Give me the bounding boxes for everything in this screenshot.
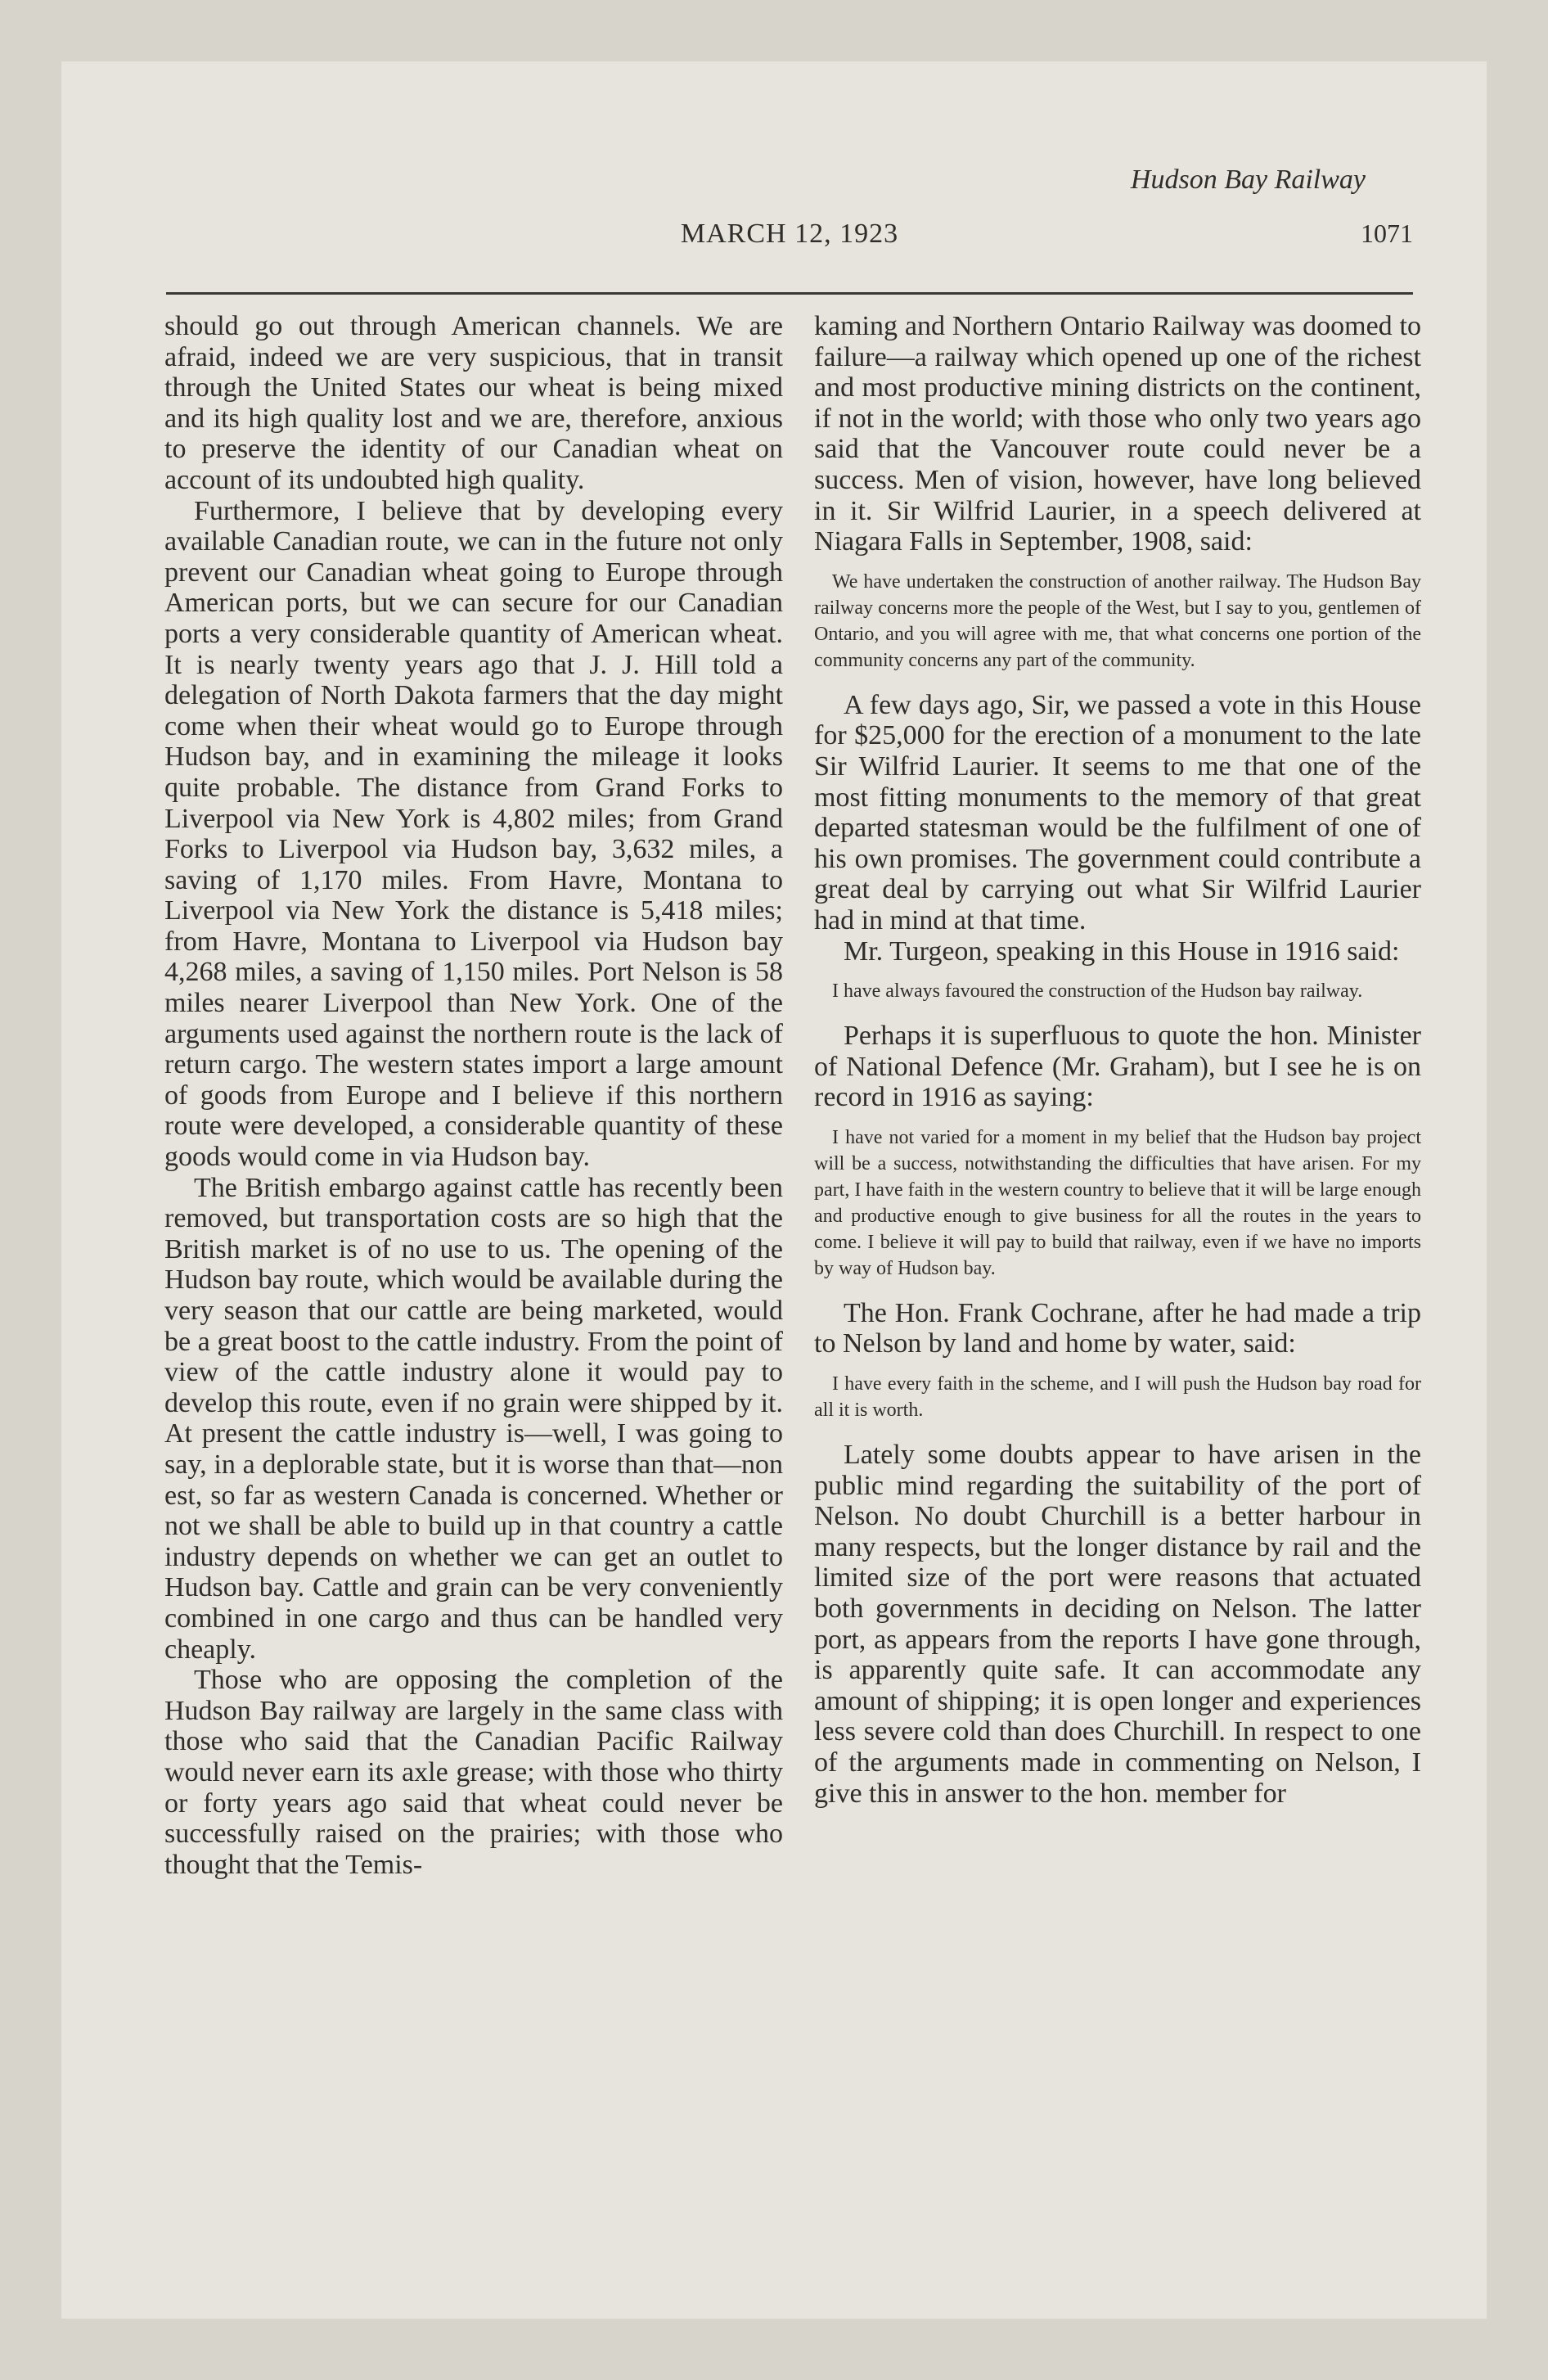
left-column	[164, 311, 783, 1880]
block-quote: We have undertaken the construction of another railway. The Hudson Bay railway concerns more the people of the West, but I say to you, gentlemen of Ontario, and you will agree with me, that what concerns one portion of the community concerns any part of the community.	[814, 570, 1421, 671]
block-quote: I have always favoured the construction of the Hudson bay railway.	[832, 980, 1363, 1003]
header-date: MARCH 12, 1923	[680, 219, 899, 249]
paragraph: Mr. Turgeon, speaking in this House in 1916 said:	[844, 935, 1400, 967]
right-column	[814, 311, 1421, 1809]
paragraph: Furthermore, I believe that by developing every available Canadian route, we can in the future not only prevent our Canadian wheat going to Europe through American ports, but we can secure for our Canadian ports a very considerable quantity of American wheat. It is nearly twenty years ago that J. J. Hill told a delegation of North Dakota farmers that the day might come when their wheat would go to Europe through Hudson bay, and in examining the mileage it looks quite probable. The distance from Grand Forks to Liverpool via New York is 4,802 miles; from Grand Forks to Liverpool via Hudson bay, 3,632 miles, a saving of 1,170 miles. From Havre, Montana to Liverpool via New York the distance is 5,418 miles; from Havre, Montana to Liverpool via Hudson bay 4,268 miles, a saving of 1,150 miles. Port Nelson is 58 miles nearer Liverpool than New York. One of the arguments used against the northern route is the lack of return cargo. The western states import a large amount of goods from Europe and I believe if this northern route were developed, a considerable quantity of these goods would come in via Hudson bay.	[164, 495, 783, 1173]
page-number: 1071	[1361, 219, 1413, 248]
paragraph: A few days ago, Sir, we passed a vote in this House for $25,000 for the erection of a monument to the late Sir Wilfrid Laurier. It seems to me that one of the most fitting monuments to the memory of that great departed statesman would be the fulfilment of one of his own promises. The government could contribute a great deal by carrying out what Sir Wilfrid Laurier had in mind at that time.	[814, 689, 1421, 935]
paragraph: kaming and Northern Ontario Railway was doomed to failure—a railway which opened up one of the richest and most productive mining districts on the continent, if not in the world; with those who only two years ago said that the Vancouver route could never be a success. Men of vision, however, have long believed in it. Sir Wilfrid Laurier, in a speech delivered at Niagara Falls in September, 1908, said:	[814, 311, 1421, 557]
paragraph: The British embargo against cattle has recently been removed, but transportation costs are so high that the British market is of no use to us. The opening of the Hudson bay route, which would be available during the very season that our cattle are being marketed, would be a great boost to the cattle industry. From the point of view of the cattle industry alone it would pay to develop this route, even if no grain were shipped by it. At present the cattle industry is—well, I was going to say, in a deplorable state, but it is worse than that—non est, so far as western Canada is concerned. Whether or not we shall be able to build up in that country a cattle industry depends on whether we can get an outlet to Hudson bay. Cattle and grain can be very conveniently combined in one cargo and thus can be handled very cheaply.	[164, 1172, 783, 1665]
document-page	[61, 61, 1487, 2319]
paragraph: should go out through American channels. We are afraid, indeed we are very suspicious, that in transit through the United States our wheat is being mixed and its high quality lost and we are, therefore, anxious to preserve the identity of our Canadian wheat on account of its undoubted high quality.	[164, 311, 783, 495]
paragraph: Perhaps it is superfluous to quote the hon. Minister of National Defence (Mr. Graham), but I see he is on record in 1916 as saying:	[814, 1021, 1421, 1113]
paragraph: The Hon. Frank Cochrane, after he had made a trip to Nelson by land and home by water, said:	[814, 1297, 1421, 1359]
paragraph: Those who are opposing the completion of the Hudson Bay railway are largely in the same class with those who said that the Canadian Pacific Railway would never earn its axle grease; with those who thirty or forty years ago said that wheat could never be successfully raised on the prairies; with those who thought that the Temis-	[164, 1665, 783, 1880]
header-rule	[166, 292, 1413, 295]
paragraph: Lately some doubts appear to have arisen in the public mind regarding the suitability of the port of Nelson. No doubt Churchill is a better harbour in many respects, but the longer distance by rail and the limited size of the port were reasons that actuated both governments in deciding on Nelson. The latter port, as appears from the reports I have gone through, is apparently quite safe. It can accommodate any amount of shipping; it is open longer and experiences less severe cold than does Churchill. In respect to one of the arguments made in commenting on Nelson, I give this in answer to the hon. member for	[814, 1440, 1421, 1809]
block-quote: I have every faith in the scheme, and I will push the Hudson bay road for all it is worth.	[814, 1373, 1421, 1422]
block-quote: I have not varied for a moment in my belief that the Hudson bay project will be a success, notwithstanding the difficulties that have arisen. For my part, I have faith in the western country to believe that it will be large enough and productive enough to give business for all the routes in the years to come. I believe it will pay to build that railway, even if we have no imports by way of Hudson bay.	[814, 1126, 1421, 1279]
running-head: Hudson Bay Railway	[1130, 165, 1366, 195]
